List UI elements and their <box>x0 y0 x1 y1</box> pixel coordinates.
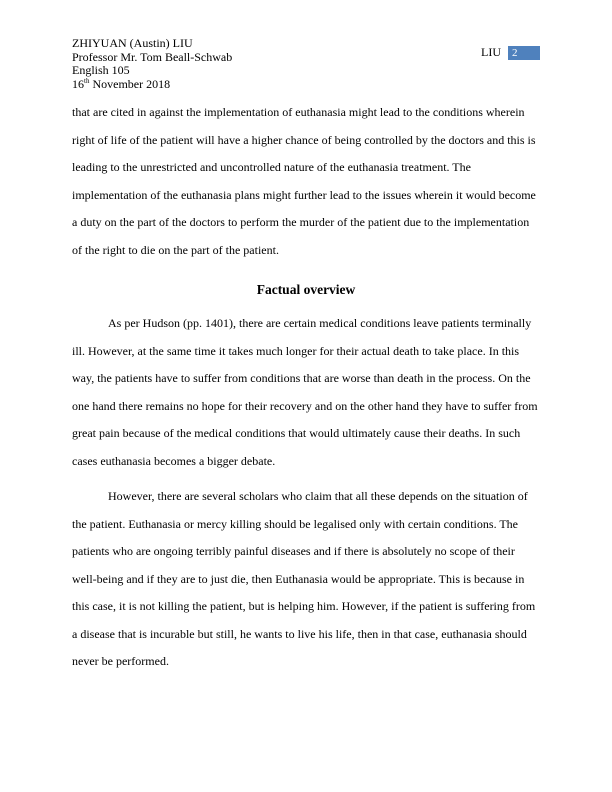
body-paragraph: However, there are several scholars who claim that all these depends on the situation of the patient. Euthanasia or mercy killing should be legalised only with certain conditions. The patients who are ongoing terribly painful diseases and if there is absolutely no scope of their well-being and if they are to just die, then Euthanasia would be appropriate. This is because in this case, it is not killing the patient, but is helping him. However, if the patient is suffering from a disease that is incurable but still, he wants to live his life, then in that case, euthanasia should never be performed. <box>72 489 536 668</box>
running-head-name: LIU <box>481 45 501 59</box>
running-head <box>481 45 540 60</box>
professor-name: Professor Mr. Tom Beall-Schwab <box>72 49 233 64</box>
page-number: 2 <box>508 46 540 60</box>
author-header <box>72 37 232 91</box>
date-rest: November 2018 <box>89 76 171 91</box>
section-heading: Factual overview <box>256 282 356 297</box>
date-suffix: th <box>84 76 90 85</box>
submission-date <box>72 78 232 92</box>
continuation-paragraph: that are cited in against the implementation of euthanasia might lead to the conditions wherein right of life of the patient will have a higher chance of being controlled by the doctors and this is leading to the unrestricted and uncontrolled nature of the euthanasia treatment. The implementation of the euthanasia plans might further lead to the issues wherein it would become a duty on the part of the doctors to perform the murder of the patient due to the implementation of the right to die on the part of the patient. <box>72 105 536 257</box>
date-day: 16 <box>72 76 84 91</box>
author-name: ZHIYUAN (Austin) LIU <box>72 36 193 50</box>
body-paragraph: As per Hudson (pp. 1401), there are certain medical conditions leave patients terminally ill. However, at the same time it takes much longer for their actual death to take place. In this way, the patients have to suffer from conditions that are worse than death in the process. On the one hand there remains no hope for their recovery and on the other hand they have to suffer from great pain because of the medical conditions that would ultimately cause their deaths. In such cases euthanasia becomes a bigger debate. <box>72 316 538 468</box>
course-name: English 105 <box>72 63 130 77</box>
